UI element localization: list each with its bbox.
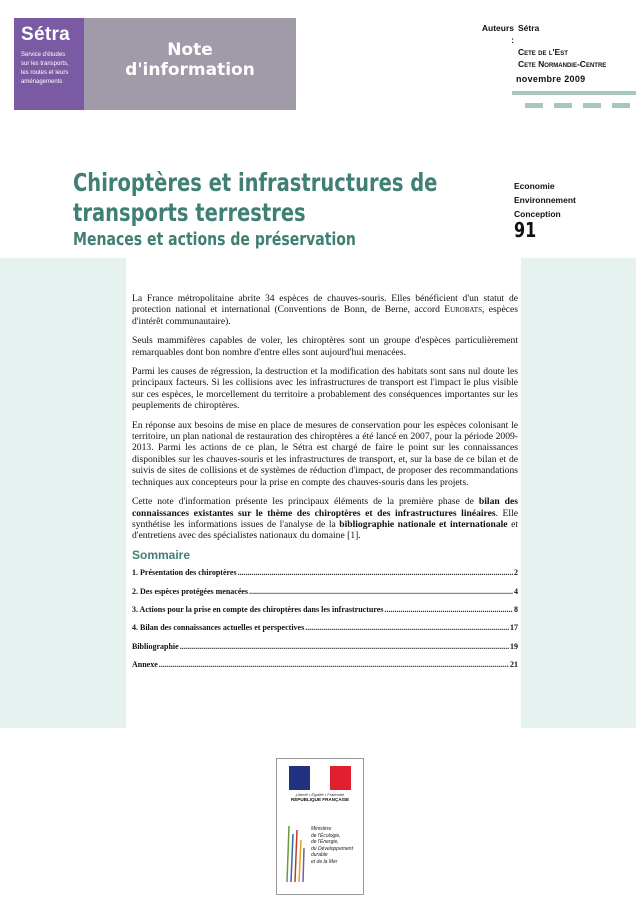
paragraph-2: Seuls mammifères capables de voler, les chiroptères sont un groupe d'espèces particulièrement remarquables dont bon nombre d'entre elles sont aujourd'hui menacées. <box>132 335 518 358</box>
setra-logo: Sétra <box>21 24 71 45</box>
header-dashes <box>525 103 630 108</box>
tag-economie: Economie <box>514 181 555 191</box>
subtitle: Menaces et actions de préservation <box>73 229 356 250</box>
setra-logo-block <box>14 18 84 110</box>
authors-label: Auteurs : <box>481 23 514 45</box>
authors-block <box>478 22 606 70</box>
paragraph-3: Parmi les causes de régression, la destruction et la modification des habitats sont sans nul doute les principaux facteurs. Si les collisions avec les infrastructures de transport est l'impact le plus visible sur ces espèces, le morcellement du territoire a probablement des conséquences importantes sur les peuplements de chiroptères. <box>132 366 518 412</box>
tag-environnement: Environnement <box>514 195 576 205</box>
title-line-2: transports terrestres <box>73 198 306 227</box>
ministry-lines-icon <box>284 822 306 884</box>
header-rule <box>512 91 636 95</box>
table-of-contents <box>132 567 518 670</box>
ministry-logo <box>276 814 364 895</box>
author-1: Sétra <box>518 23 540 33</box>
sommaire-heading: Sommaire <box>132 547 191 562</box>
republique-francaise-logo <box>276 758 364 816</box>
author-2: Cete de l'Est <box>518 47 568 57</box>
paragraph-1: La France métropolitaine abrite 34 espèces de chauves-souris. Elles bénéficient d'un statut de protection national et international (Conventions de Bonn, de Berne, accord Eurobats, espèces d'intérêt communautaire). <box>132 293 518 327</box>
rf-motto: Liberté • Égalité • Fraternité <box>295 792 345 797</box>
paragraph-5: Cette note d'information présente les principaux éléments de la première phase de bilan des connaissances existantes sur le thème des chiroptères et des infrastructures linéaires. Elle synthétise les informations issues de l'analyse de la bibliographie nationale et internationale et d'entretiens avec des spécialistes nationaux du domaine [1]. <box>132 496 519 542</box>
note-information-banner <box>84 18 296 110</box>
note-label: Note <box>167 40 213 60</box>
toc-item[interactable]: 4. Bilan des connaissances actuelles et perspectives ..... 17 <box>132 622 518 633</box>
note-number: 91 <box>514 218 537 242</box>
side-metadata <box>514 179 576 242</box>
title-line-1: Chiroptères et infrastructures de <box>73 168 438 197</box>
marianne-flag-icon <box>289 766 351 790</box>
toc-item[interactable]: 3. Actions pour la prise en compte des chiroptères dans les infrastructures ..... 8 <box>132 604 518 615</box>
toc-item[interactable]: 2. Des espèces protégées menacées ..... 4 <box>132 586 518 597</box>
document-title <box>73 168 437 252</box>
tag-conception: Conception <box>514 209 561 219</box>
publication-date: novembre 2009 <box>516 74 586 84</box>
toc-item[interactable]: 1. Présentation des chiroptères ..... 2 <box>132 567 518 578</box>
setra-tagline: Service d'études sur les transports, les routes et leurs aménagements <box>21 52 69 85</box>
paragraph-4: En réponse aux besoins de mise en place de mesures de conservation pour les espèces colonisant le territoire, un plan national de restauration des chiroptères a été lancé en 2007, pour la période 2009-2013. Parmi les actions de ce plan, le Sétra est chargé de faire le point sur les connaissances disponibles sur les chauves-souris et les infrastructures de transport, et, sur la base de ce bilan et de suivis de sites de collisions et de systèmes de réduction d'impact, de proposer des recommandations techniques aux concepteurs pour la prise en compte des chauves-souris dans les projets. <box>132 419 518 488</box>
body-text <box>132 293 518 678</box>
ministry-name: Ministère de l'Écologie, de l'Énergie, du Développement durable et de la Mer <box>311 826 353 865</box>
toc-item[interactable]: Annexe ..... 21 <box>132 659 518 670</box>
author-3: Cete Normandie-Centre <box>518 59 607 69</box>
rf-name: RÉPUBLIQUE FRANÇAISE <box>290 797 350 802</box>
information-label: d'information <box>125 60 255 80</box>
toc-item[interactable]: Bibliographie ..... 19 <box>132 641 518 652</box>
